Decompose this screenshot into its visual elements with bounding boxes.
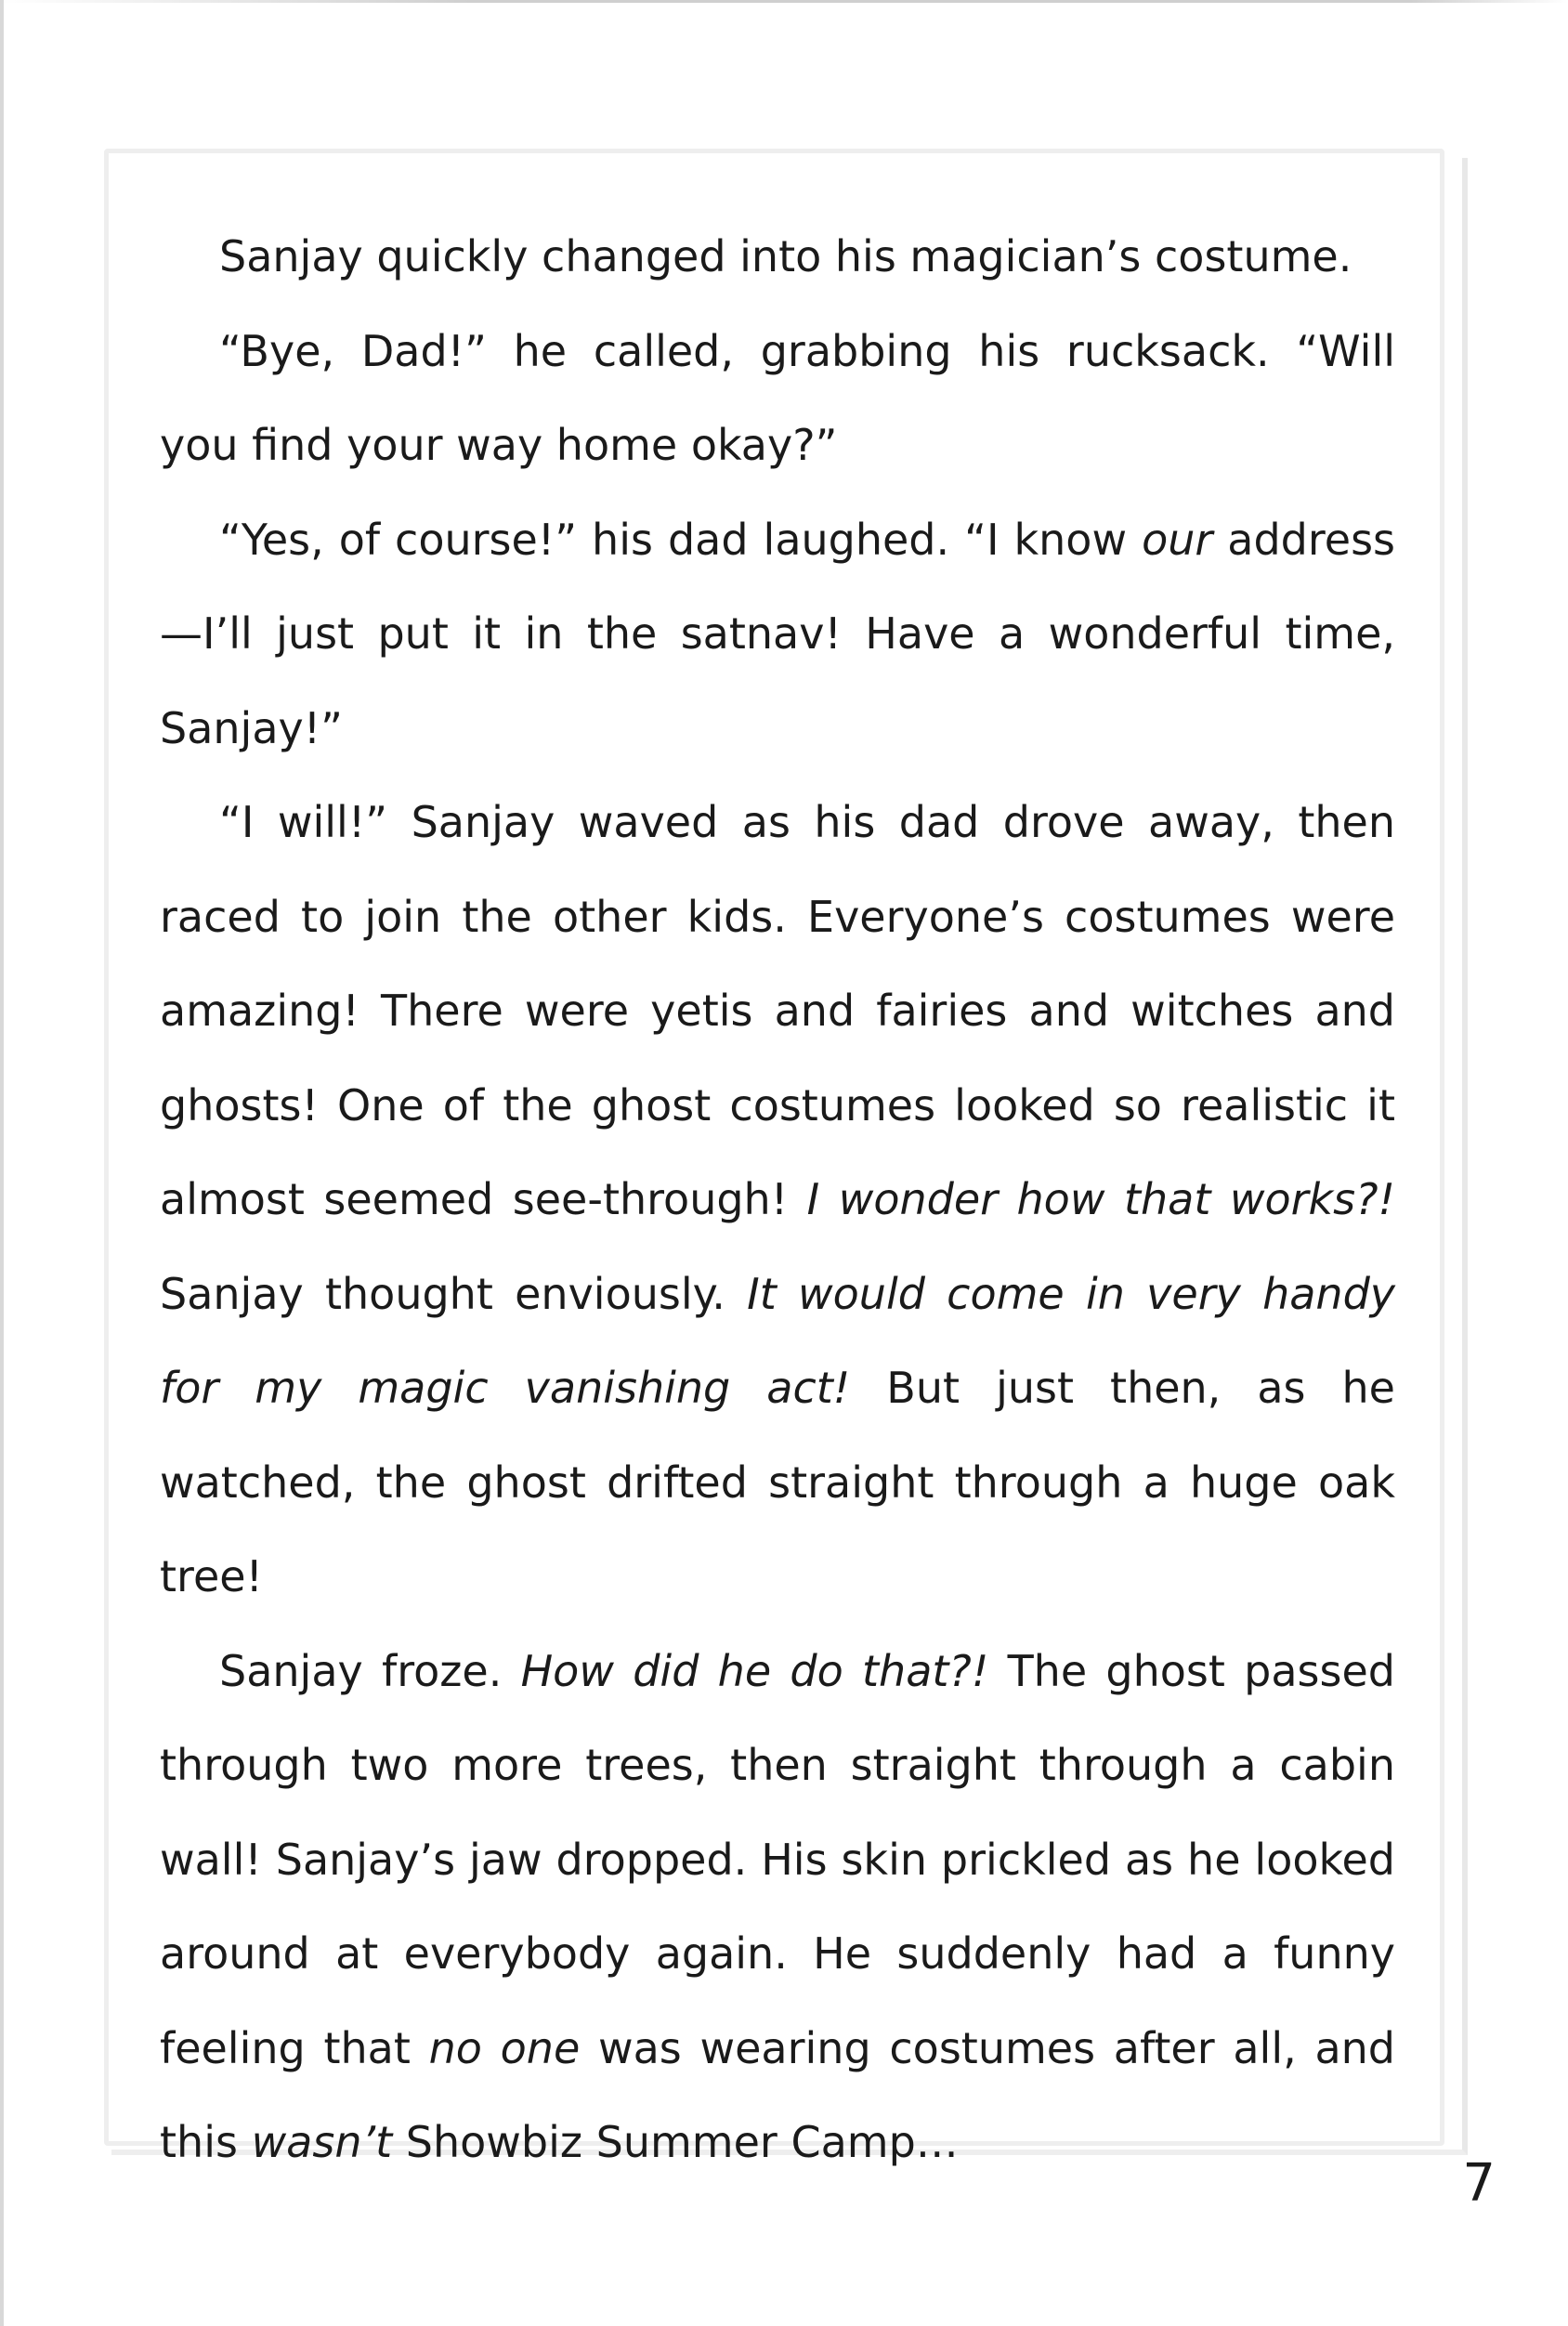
italic-text: no one — [428, 2022, 581, 2073]
italic-text: I wonder how that works?! — [806, 1174, 1395, 1224]
text-run: Sanjay thought enviously. — [160, 1268, 748, 1319]
paragraph — [160, 305, 1395, 493]
paragraph — [160, 1625, 1395, 2190]
italic-text: our — [1142, 514, 1213, 565]
text-run: “Bye, Dad!” he called, grabbing his rucksack. “Will you find your way home okay?” — [160, 325, 1395, 470]
italic-text: How did he do that?! — [520, 1645, 989, 1696]
page-top-edge — [0, 0, 1568, 3]
text-run: The ghost passed through two more trees, then straight through a cabin wall! Sanjay’s jaw dropped. His skin prickled as he looked around at everybody again. He suddenly had a funny feeling that — [160, 1645, 1395, 2073]
story-text — [160, 210, 1395, 2190]
text-run: But just then, as he watched, the ghost drifted straight through a huge oak tree! — [160, 1363, 1395, 1601]
paragraph — [160, 776, 1395, 1625]
text-run: Sanjay quickly changed into his magician’s costume. — [219, 231, 1352, 281]
page-number: 7 — [1462, 2153, 1496, 2214]
text-run: address—I’ll just put it in the satnav! Have a wonderful time, Sanjay!” — [160, 514, 1396, 753]
text-run: Sanjay froze. — [219, 1645, 521, 1696]
text-run: “Yes, of course!” his dad laughed. “I know — [219, 514, 1143, 565]
paragraph — [160, 493, 1395, 777]
page-left-edge — [0, 0, 4, 2326]
text-run: “I will!” Sanjay waved as his dad drove away, then raced to join the other kids. Everyone’s costumes were amazing! There were yetis and fairies and witches and ghosts! One of the ghost costumes looked so realistic it almost seemed see-through! — [160, 797, 1395, 1224]
paragraph — [160, 210, 1395, 305]
text-run: Showbiz Summer Camp… — [392, 2117, 959, 2167]
italic-text: It would come in very handy for my magic vanishing act! — [160, 1268, 1396, 1413]
italic-text: wasn’t — [251, 2117, 393, 2167]
text-run: was wearing costumes after all, and this — [160, 2022, 1395, 2167]
